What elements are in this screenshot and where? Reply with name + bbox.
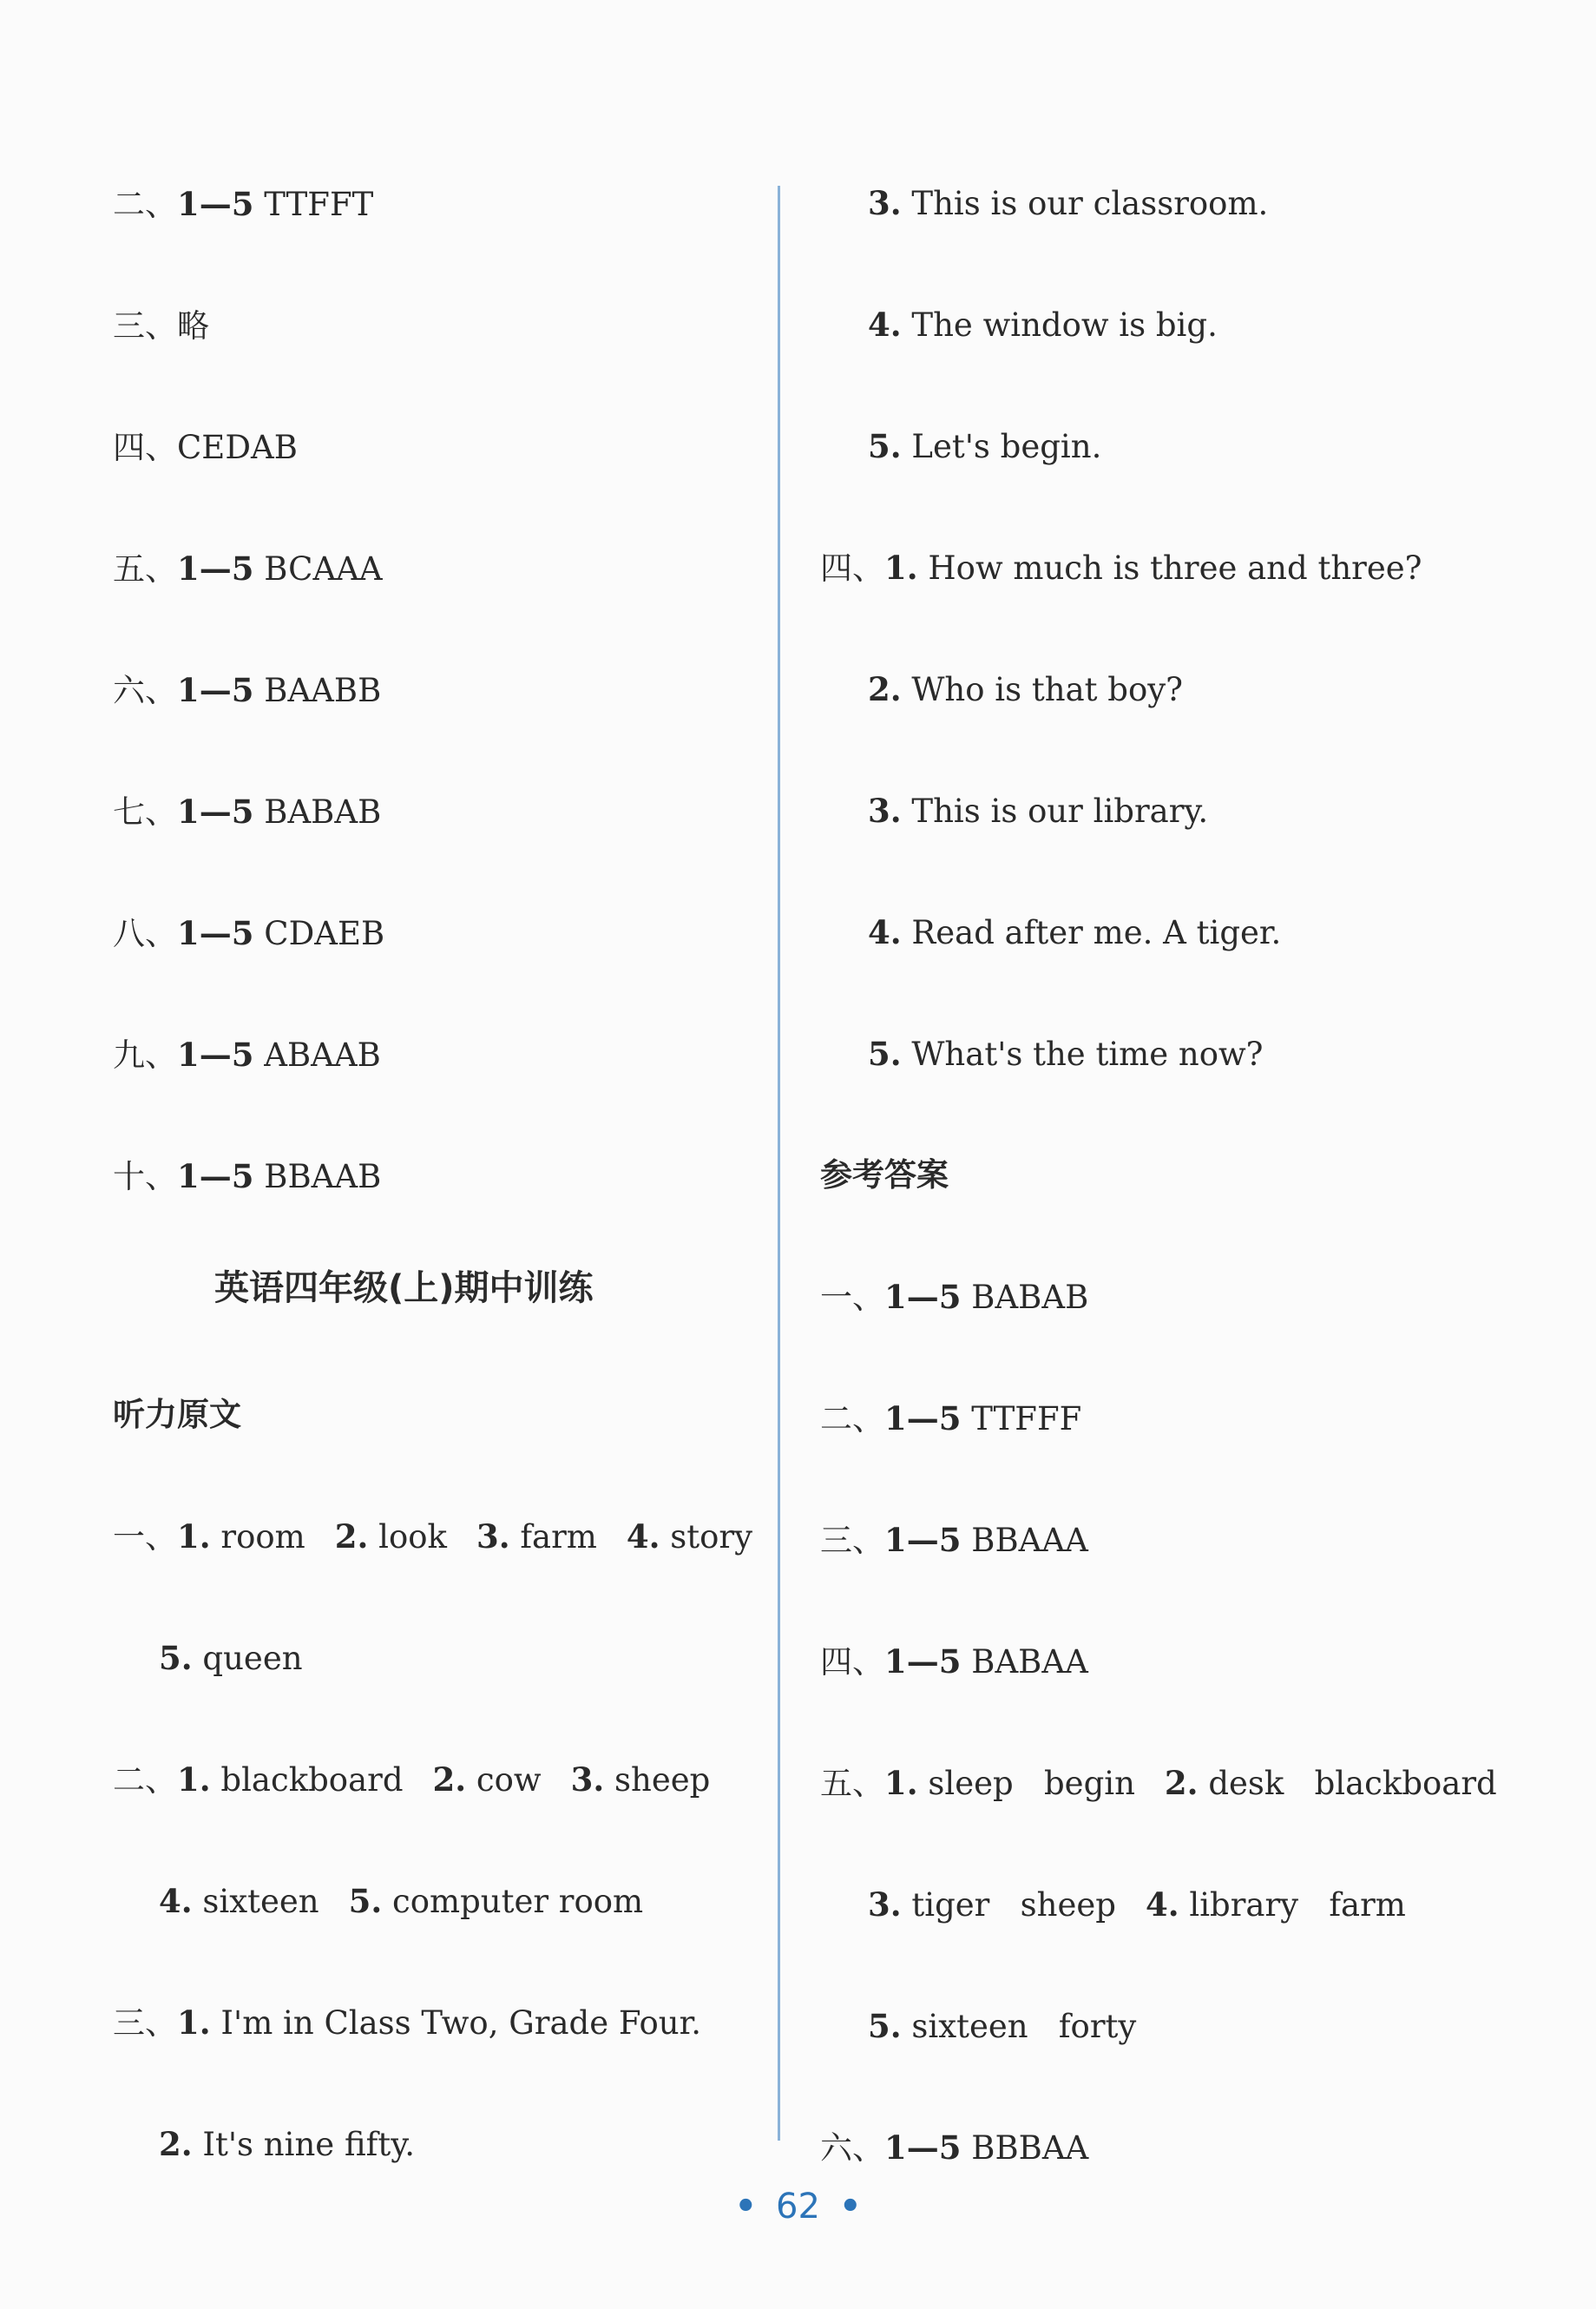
listening-line: 2. Who is that boy? [868, 670, 1183, 708]
answer-line: 3. tiger sheep 4. library farm [868, 1885, 1406, 1924]
page-number [0, 2186, 1596, 2227]
listening-line: 2. It's nine fifty. [159, 2125, 415, 2163]
bullet-icon: • [734, 2187, 758, 2227]
listening-line: 5. Let's begin. [868, 427, 1102, 465]
answer-line: 一、1—5 BABAB [820, 1278, 1089, 1316]
bullet-icon: • [838, 2187, 862, 2227]
answer-line: 四、CEDAB [113, 429, 298, 466]
answer-line: 五、1. sleep begin 2. desk blackboard [820, 1764, 1497, 1802]
page-number-value: 62 [776, 2187, 820, 2227]
listening-line: 4. Read after me. A tiger. [868, 913, 1282, 951]
listening-line: 5. queen [159, 1639, 303, 1677]
column-divider [778, 186, 780, 2141]
listening-line: 3. This is our classroom. [868, 184, 1269, 222]
answer-line: 六、1—5 BBBAA [820, 2128, 1089, 2167]
answer-line: 二、1—5 TTFFT [113, 185, 374, 223]
listening-line: 四、1. How much is three and three? [820, 549, 1422, 587]
answer-line: 六、1—5 BAABB [113, 671, 382, 709]
answer-line: 四、1—5 BABAA [820, 1642, 1088, 1681]
answer-line: 八、1—5 CDAEB [113, 914, 385, 952]
listening-line: 4. sixteen 5. computer room [159, 1882, 644, 1920]
answer-line: 二、1—5 TTFFF [820, 1399, 1082, 1437]
answer-line: 十、1—5 BBAAB [113, 1157, 382, 1195]
listening-line: 二、1. blackboard 2. cow 3. sheep [113, 1760, 711, 1799]
section-title: 英语四年级(上)期中训练 [214, 1268, 594, 1308]
answer-line: 九、1—5 ABAAB [113, 1036, 381, 1074]
listening-heading: 听力原文 [113, 1396, 241, 1433]
listening-line: 三、1. I'm in Class Two, Grade Four. [113, 2003, 702, 2042]
answer-line: 三、略 [113, 307, 209, 345]
answers-heading: 参考答案 [820, 1156, 949, 1194]
listening-line: 一、1. room 2. look 3. farm 4. story [113, 1517, 753, 1556]
answer-line: 五、1—5 BCAAA [113, 549, 383, 588]
listening-line: 3. This is our library. [868, 792, 1209, 830]
answer-line: 三、1—5 BBAAA [820, 1521, 1088, 1559]
answer-line: 5. sixteen forty [868, 2007, 1137, 2045]
answer-line: 七、1—5 BABAB [113, 793, 382, 831]
listening-line: 4. The window is big. [868, 306, 1218, 344]
listening-line: 5. What's the time now? [868, 1035, 1264, 1073]
